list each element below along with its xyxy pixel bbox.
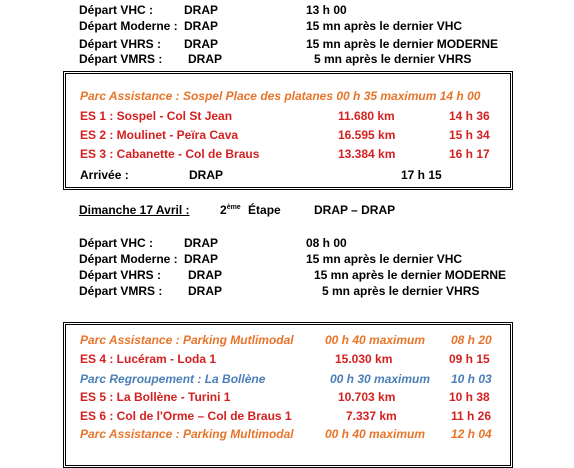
top-depart-vhrs-label: Départ VHRS :: [79, 37, 162, 51]
day2-route: DRAP – DRAP: [314, 203, 396, 217]
mid-depart-vhrs-place: DRAP: [188, 268, 223, 282]
es4-time: 09 h 15: [449, 352, 490, 366]
top-depart-vmrs-time: 5 mn après le dernier VHRS: [314, 52, 472, 66]
es5-time: 10 h 38: [449, 390, 490, 404]
es3-distance: 13.384 km: [338, 147, 396, 161]
es3-time: 16 h 17: [449, 147, 490, 161]
top-depart-vmrs-place: DRAP: [188, 52, 223, 66]
mid-depart-vhrs-label: Départ VHRS :: [79, 268, 162, 282]
arrivee-label: Arrivée :: [80, 168, 129, 182]
parc-assistance-2-time: 12 h 04: [451, 427, 492, 441]
top-depart-vmrs-label: Départ VMRS :: [79, 52, 163, 66]
mid-depart-vmrs-time: 5 mn après le dernier VHRS: [322, 284, 480, 298]
mid-depart-vhrs-time: 15 mn après le dernier MODERNE: [314, 268, 507, 282]
es5-distance: 10.703 km: [338, 390, 396, 404]
top-depart-moderne-place: DRAP: [184, 19, 219, 33]
day2-date: Dimanche 17 Avril :: [79, 203, 190, 217]
es1-time: 14 h 36: [449, 109, 490, 123]
es2-distance: 16.595 km: [338, 128, 396, 142]
es2-name: ES 2 : Moulinet - Peïra Cava: [80, 128, 239, 142]
top-depart-moderne-label: Départ Moderne :: [79, 19, 178, 33]
es5-name: ES 5 : La Bollène - Turini 1: [80, 390, 231, 404]
mid-depart-moderne-label: Départ Moderne :: [79, 252, 178, 266]
arrivee-place: DRAP: [189, 168, 224, 182]
mid-depart-vhc-label: Départ VHC :: [79, 236, 154, 250]
mid-depart-moderne-time: 15 mn après le dernier VHC: [306, 252, 463, 266]
day2-etape: 2ème Étape: [220, 203, 281, 217]
mid-depart-vmrs-label: Départ VMRS :: [79, 284, 163, 298]
es4-name: ES 4 : Lucéram - Loda 1: [80, 352, 217, 366]
parc-assistance-2-duration: 00 h 40 maximum: [325, 427, 426, 441]
parc-assistance-1-time: 08 h 20: [451, 333, 492, 347]
es6-name: ES 6 : Col de l'Orme – Col de Braus 1: [80, 409, 292, 423]
parc-regroupement-time: 10 h 03: [451, 372, 492, 386]
es1-name: ES 1 : Sospel - Col St Jean: [80, 109, 233, 123]
parc-assistance-1-label: Parc Assistance : Parking Mutlimodal: [80, 333, 294, 347]
top-depart-vhc-time: 13 h 00: [306, 3, 347, 17]
mid-depart-vhc-place: DRAP: [184, 236, 219, 250]
es4-distance: 15.030 km: [335, 352, 393, 366]
parc-assistance-sospel: Parc Assistance : Sospel Place des platanes 00 h 35 maximum 14 h 00: [80, 89, 481, 103]
mid-depart-vmrs-place: DRAP: [188, 284, 223, 298]
parc-assistance-1-duration: 00 h 40 maximum: [325, 333, 426, 347]
es3-name: ES 3 : Cabanette - Col de Braus: [80, 147, 260, 161]
es2-time: 15 h 34: [449, 128, 490, 142]
es6-time: 11 h 26: [451, 409, 492, 423]
top-depart-vhc-label: Départ VHC :: [79, 3, 154, 17]
mid-depart-vhc-time: 08 h 00: [306, 236, 347, 250]
parc-regroupement-label: Parc Regroupement : La Bollène: [80, 372, 266, 386]
top-depart-moderne-time: 15 mn après le dernier VHC: [306, 19, 463, 33]
top-depart-vhrs-time: 15 mn après le dernier MODERNE: [306, 37, 499, 51]
mid-depart-moderne-place: DRAP: [184, 252, 219, 266]
arrivee-time: 17 h 15: [401, 168, 442, 182]
top-depart-vhc-place: DRAP: [184, 3, 219, 17]
es6-distance: 7.337 km: [346, 409, 397, 423]
top-depart-vhrs-place: DRAP: [184, 37, 219, 51]
es1-distance: 11.680 km: [338, 109, 395, 123]
parc-regroupement-duration: 00 h 30 maximum: [330, 372, 431, 386]
parc-assistance-2-label: Parc Assistance : Parking Multimodal: [80, 427, 294, 441]
